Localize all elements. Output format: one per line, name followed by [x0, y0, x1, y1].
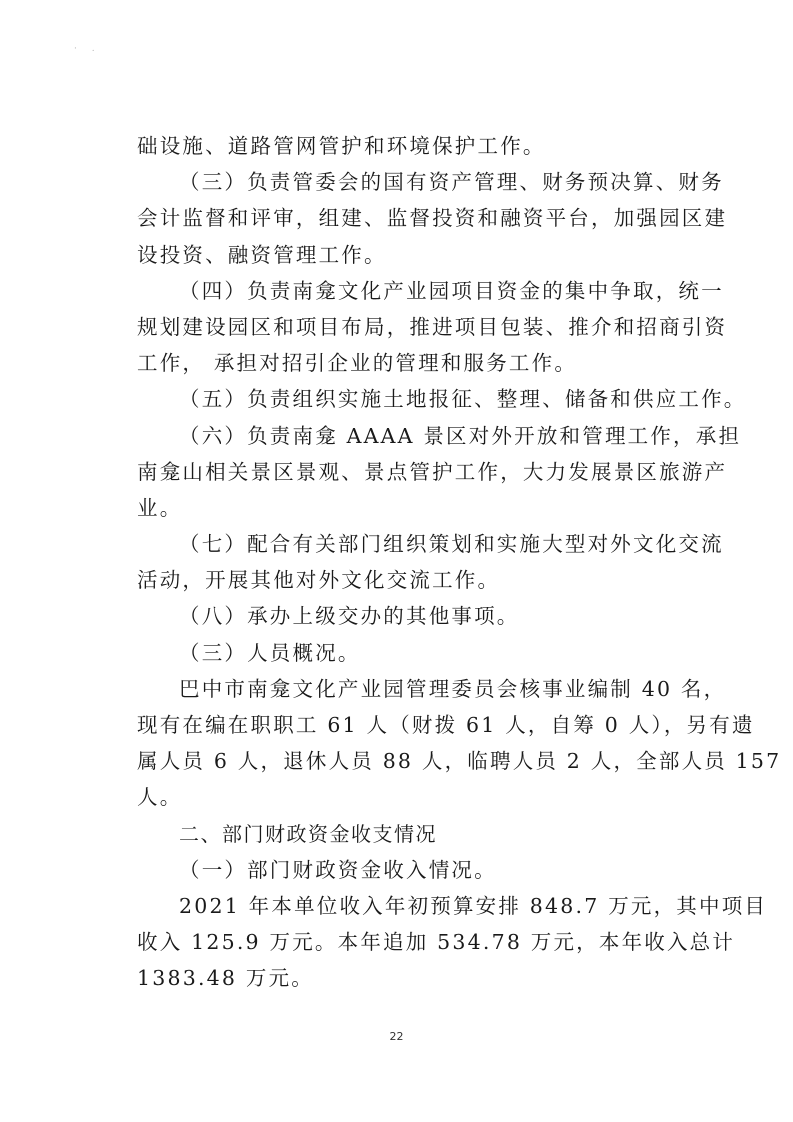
- text-line: （五）负责组织实施土地报征、整理、储备和供应工作。: [179, 387, 747, 412]
- text-line: 2021 年本单位收入年初预算安排 848.7 万元，其中项目: [179, 893, 768, 918]
- text-line: 会计监督和评审，组建、监督投资和融资平台，加强园区建: [137, 206, 728, 231]
- page-number: 22: [389, 1030, 404, 1043]
- text-line: （四）负责南龛文化产业园项目资金的集中争取，统一: [179, 278, 724, 303]
- text-line: 规划建设园区和项目布局，推进项目包装、推介和招商引资: [137, 314, 728, 339]
- text-line: （一）部门财政资金收入情况。: [179, 857, 497, 882]
- text-line: 活动，开展其他对外文化交流工作。: [137, 568, 501, 593]
- text-line: 业。: [137, 495, 183, 520]
- text-line: 巴中市南龛文化产业园管理委员会核事业编制 40 名，: [179, 676, 727, 701]
- text-line: 属人员 6 人，退休人员 88 人，临聘人员 2 人，全部人员 157: [137, 749, 782, 774]
- section-heading: 二、部门财政资金收支情况: [179, 821, 437, 846]
- text-line: 1383.48 万元。: [137, 966, 314, 991]
- text-line: 工作， 承担对招引企业的管理和服务工作。: [137, 351, 578, 376]
- text-line: 收入 125.9 万元。本年追加 534.78 万元，本年收入总计: [137, 930, 736, 955]
- text-line: 南龛山相关景区景观、景点管护工作，大力发展景区旅游产: [137, 459, 728, 484]
- document-body: [137, 128, 782, 997]
- scan-marks: · .: [74, 44, 101, 54]
- text-line: 设投资、融资管理工作。: [137, 242, 387, 267]
- text-line: 础设施、道路管网管护和环境保护工作。: [137, 134, 546, 158]
- text-line: （三）负责管委会的国有资产管理、财务预决算、财务: [179, 170, 724, 195]
- text-line: 现有在编在职职工 61 人（财拨 61 人，自筹 0 人），另有遗: [137, 713, 755, 737]
- text-line: （六）负责南龛 AAAA 景区对外开放和管理工作，承担: [179, 423, 742, 448]
- text-line: （八）承办上级交办的其他事项。: [179, 604, 520, 629]
- text-line: （三）人员概况。: [179, 640, 361, 665]
- text-line: （七）配合有关部门组织策划和实施大型对外文化交流: [179, 532, 724, 557]
- text-line: 人。: [137, 785, 183, 810]
